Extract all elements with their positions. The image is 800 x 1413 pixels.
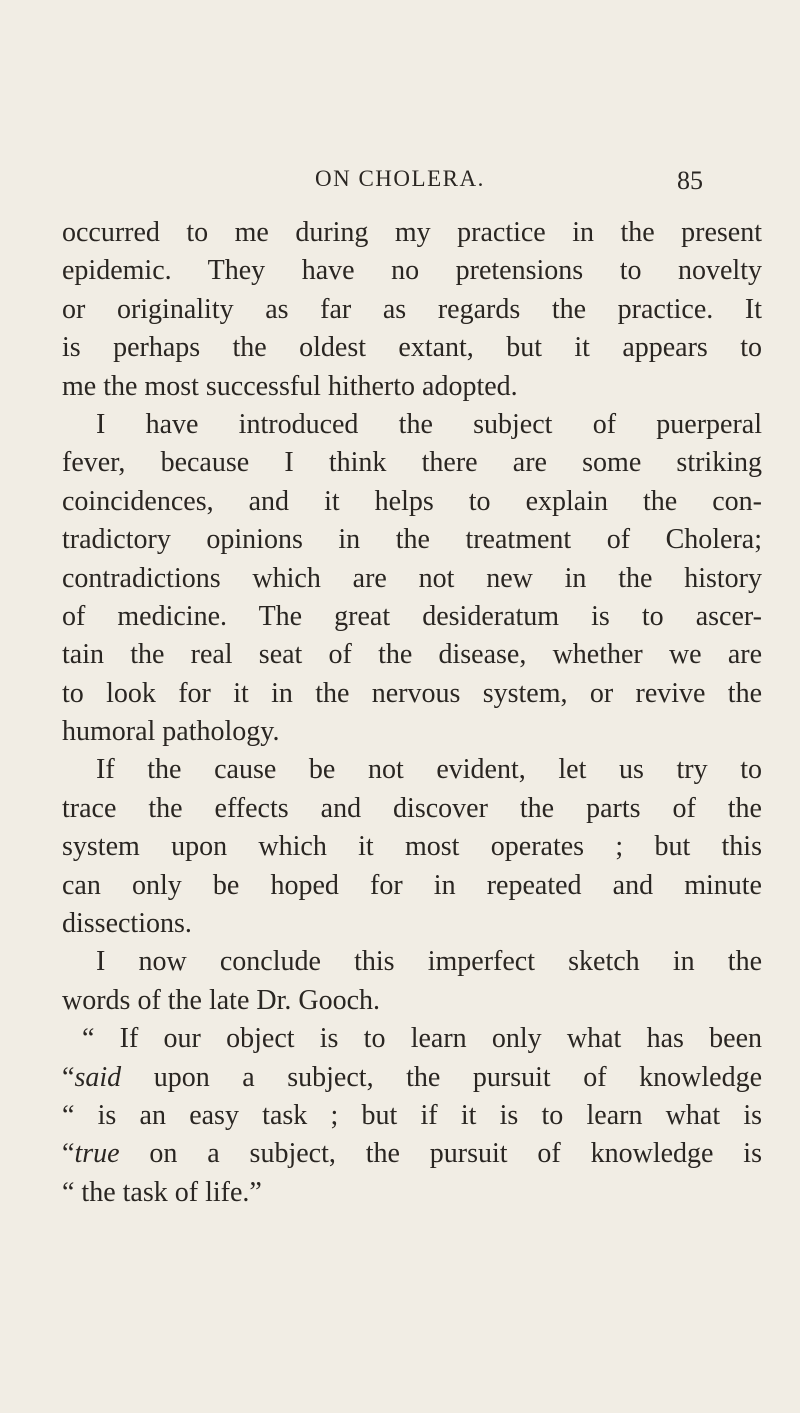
text-line: of medicine. The great desideratum is to ascer- xyxy=(62,600,762,632)
text-line: occurred to me during my practice in the present xyxy=(62,217,762,248)
text-line: contradictions which are not new in the history xyxy=(62,562,762,594)
text-line: is perhaps the oldest extant, but it appears to xyxy=(62,332,762,364)
quote-line: “true on a subject, the pursuit of knowledge is xyxy=(62,1138,762,1170)
text-line: to look for it in the nervous system, or revive the xyxy=(62,677,762,709)
text-line: humoral pathology. xyxy=(62,716,280,748)
text-line: dissections. xyxy=(62,908,192,940)
text-line: tain the real seat of the disease, whether we are xyxy=(62,639,762,671)
text-line: If the cause be not evident, let us try to xyxy=(96,754,762,786)
text-line: trace the effects and discover the parts of the xyxy=(62,792,762,824)
body-text xyxy=(62,214,762,1212)
text-line: fever, because I think there are some striking xyxy=(62,447,762,479)
quote-line: “said upon a subject, the pursuit of knowledge xyxy=(62,1061,762,1093)
quote-line: “ the task of life.” xyxy=(62,1176,262,1208)
text-line: I have introduced the subject of puerperal xyxy=(96,408,762,440)
text-line: coincidences, and it helps to explain the con- xyxy=(62,485,762,517)
running-title: ON CHOLERA. xyxy=(315,166,485,191)
text-line: words of the late Dr. Gooch. xyxy=(62,984,381,1016)
text-line: epidemic. They have no pretensions to novelty xyxy=(62,255,762,287)
quote-line: “ is an easy task ; but if it is to learn what is xyxy=(62,1099,762,1131)
page-number: 85 xyxy=(677,166,703,195)
text-line: or originality as far as regards the practice. It xyxy=(62,293,762,325)
quote-line: “ If our object is to learn only what has been xyxy=(82,1023,762,1055)
emphasis: true xyxy=(74,1138,120,1170)
running-head xyxy=(0,166,800,206)
text-line: me the most successful hitherto adopted. xyxy=(62,370,518,402)
emphasis: said xyxy=(74,1061,122,1093)
text-line: system upon which it most operates ; but this xyxy=(62,831,762,863)
text-line: can only be hoped for in repeated and minute xyxy=(62,869,762,901)
text-line: tradictory opinions in the treatment of Cholera; xyxy=(62,524,762,556)
text-line: I now conclude this imperfect sketch in the xyxy=(96,946,762,978)
